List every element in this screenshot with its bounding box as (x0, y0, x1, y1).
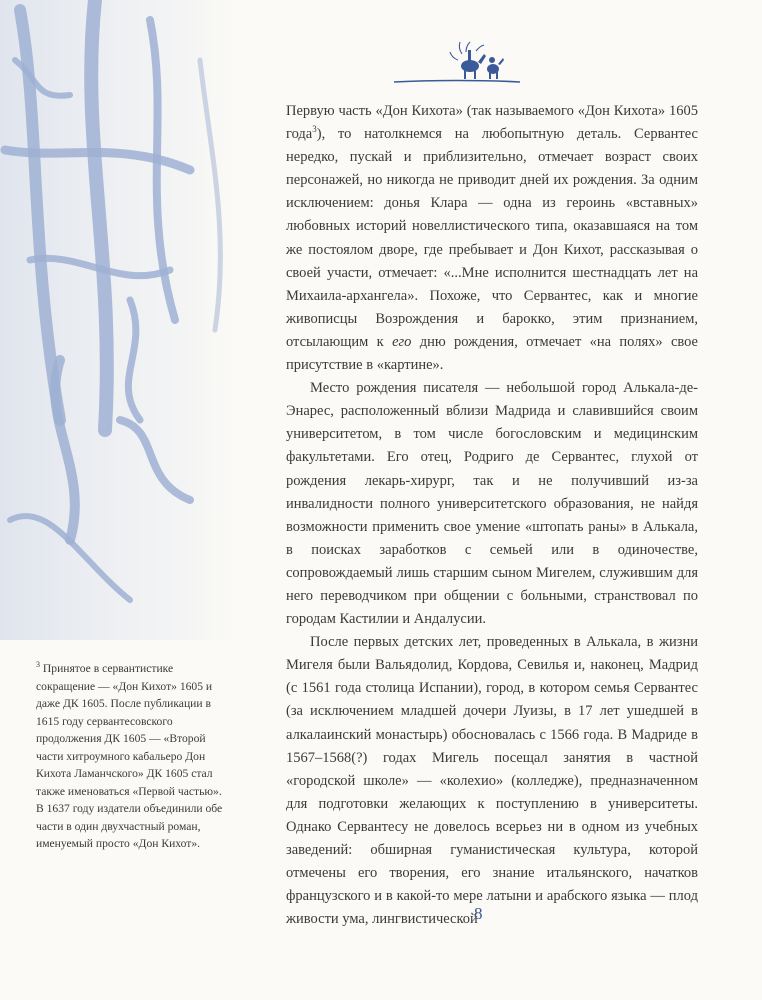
footnote-ref: 3 (312, 124, 317, 135)
paragraph-2: Место рождения писателя — небольшой город Алькала-де-Энарес, расположенный вблизи Мадрида и славившийся своим университетом, в том числе богословским и медицинским факультетами. Его отец, Родриго де Сервантес, глухой от рождения лекарь-хирург, так и не получивший из-за инвалидности полного университетского образования, не найдя возможности применить свое умение «штопать раны» в Алькала, в поисках заработков с семьей или в одиночестве, сопровождаемый лишь старшим сыном Мигелем, служившим для него переводчиком при общении с больными, странствовал по городам Кастилии и Андалусии. (286, 380, 698, 628)
don-quixote-vignette-icon (392, 36, 522, 96)
paragraph-1-emphasis: его (392, 333, 412, 350)
paragraph-1 (286, 100, 698, 377)
main-text (286, 100, 698, 931)
footnote (36, 660, 232, 853)
paragraph-1-middle: ), то натолкнемся на любопытную деталь. Сервантес нередко, пускай и приблизительно, отмечает возраст своих персонажей, но никогда не приводит дней их рождения. За одним исключением: донья Клара — одна из героинь «вставных» любовных историй новеллистического типа, оказавшаяся на том же постоялом дворе, где пребывает и Дон Кихот, рассказывая о своей участи, отмечает: «...Мне исполнится шестнадцать лет на Михаила-архангела». Похоже, что Сервантес, как и многие живописцы Возрождения и барокко, этим признанием, отсылающим к (286, 126, 698, 350)
paragraph-1-start: Первую часть «Дон Кихота» (так называемого «Дон Кихота» 1605 года (286, 103, 698, 143)
page-number: 8 (474, 904, 483, 923)
decorative-painting (0, 0, 255, 640)
paragraph-1-end: дню рождения, отмечает «на полях» свое присутствие в «картине». (286, 333, 698, 374)
paragraph-3: После первых детских лет, проведенных в Алькала, в жизни Мигеля были Вальядолид, Кордова, Севилья и, наконец, Мадрид (с 1561 года столица Испании), город, в котором семья Сервантес (за исключением младшей дочери Луизы, в 17 лет ушедшей в алкалаинский монастырь) обосновалась с 1566 года. В Мадриде в 1567–1568(?) годах Мигель посещал занятия в частной «городской школе» — «колехио» (колледже), предназначенном для подготовки желающих к поступлению в университеты. Однако Сервантесу не довелось всерьез ни в одном из учебных заведений: обширная гуманистическая культура, которой отмечены его творения, его знание итальянского, начатков французского и в какой-то мере латыни и арабского языка — плод живости ума, лингвистической (286, 634, 698, 928)
footnote-number: 3 (36, 660, 40, 670)
footnote-text: Принятое в сервантистике сокращение — «Дон Кихот» 1605 и даже ДК 1605. После публикации в 1615 году сервантесовского продолжения ДК 1605 — «Второй части хитроумного кабальеро Дон Кихота Ламанчского» ДК 1605 стал также именоваться «Первой частью». В 1637 году издатели объединили обе части в один двухчастный роман, именуемый просто «Дон Кихот». (36, 662, 223, 850)
